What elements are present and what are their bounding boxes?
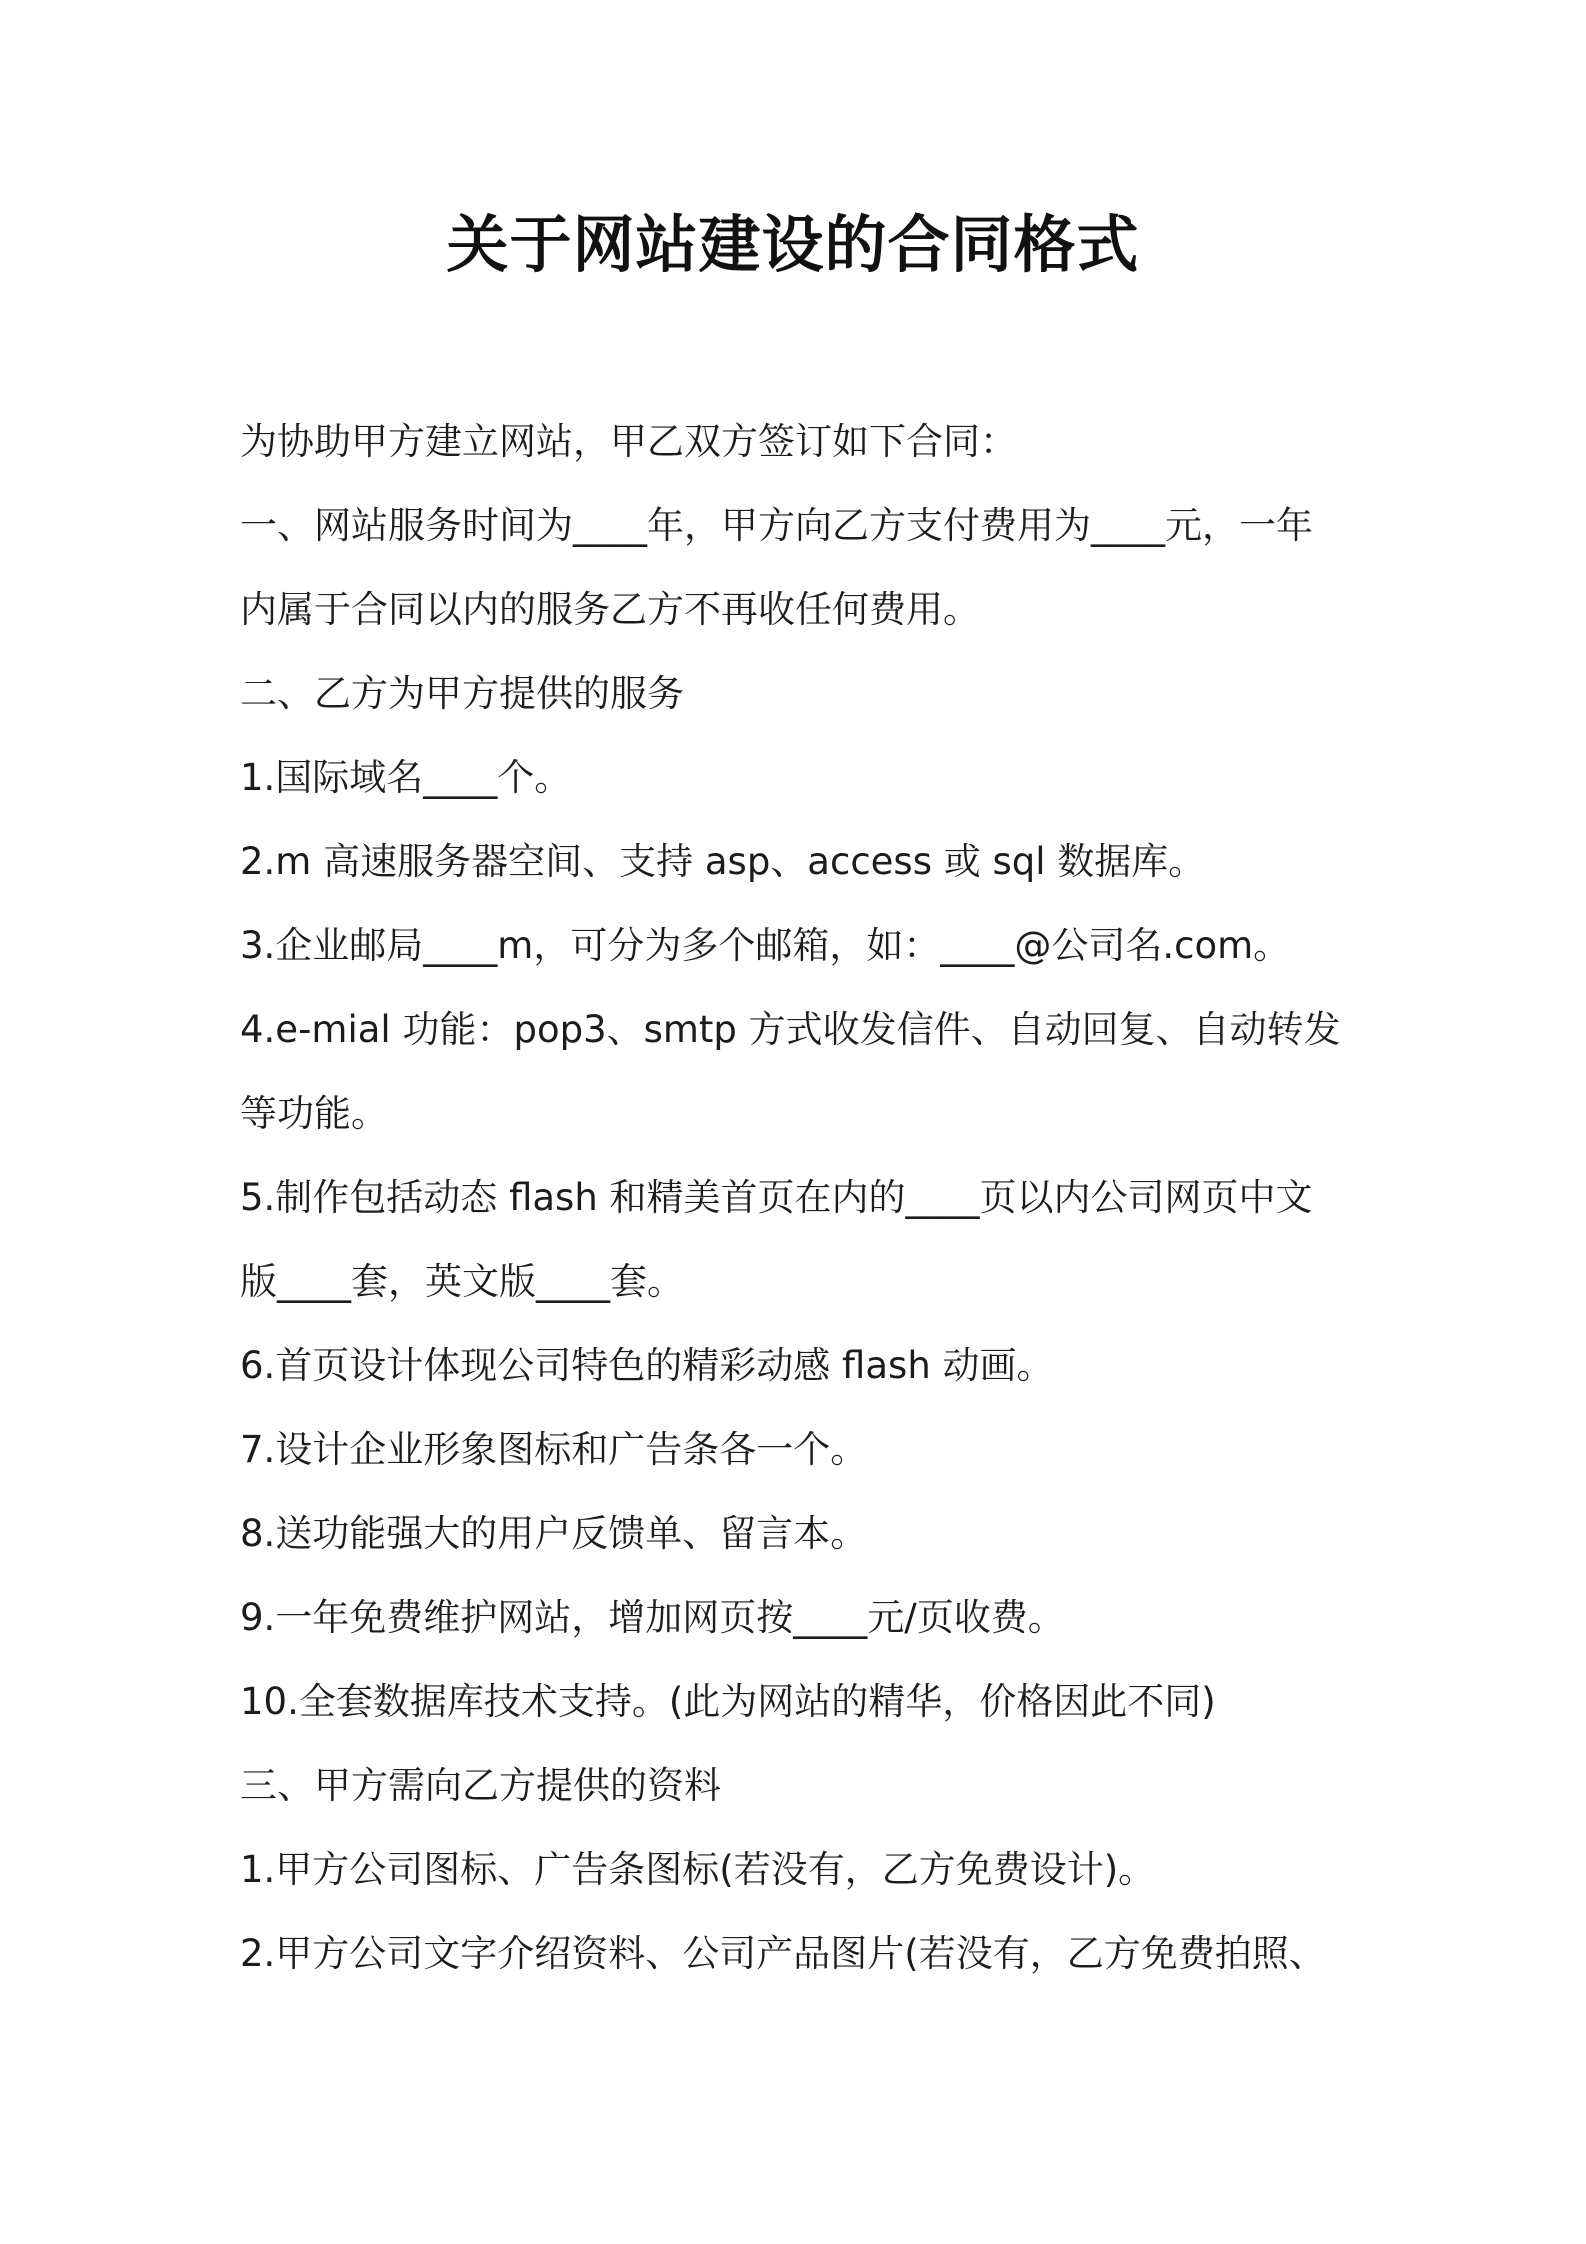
section-1-line: 一、网站服务时间为____年，甲方向乙方支付费用为____元，一年	[240, 504, 1313, 547]
section-1-line-cont: 内属于合同以内的服务乙方不再收任何费用。	[240, 588, 980, 631]
document-title: 关于网站建设的合同格式	[446, 208, 1140, 281]
section-3-item-1: 1.甲方公司图标、广告条图标(若没有，乙方免费设计)。	[240, 1848, 1156, 1891]
section-2-item-4: 4.e-mial 功能：pop3、smtp 方式收发信件、自动回复、自动转发	[240, 1008, 1341, 1051]
section-3-heading: 三、甲方需向乙方提供的资料	[240, 1764, 721, 1807]
section-2-item-10: 10.全套数据库技术支持。(此为网站的精华，价格因此不同)	[240, 1680, 1216, 1723]
section-2-heading: 二、乙方为甲方提供的服务	[240, 672, 684, 715]
section-2-item-4-cont: 等功能。	[240, 1092, 388, 1135]
section-2-item-6: 6.首页设计体现公司特色的精彩动感 flash 动画。	[240, 1344, 1054, 1387]
section-3-item-2: 2.甲方公司文字介绍资料、公司产品图片(若没有，乙方免费拍照、	[240, 1932, 1326, 1975]
section-2-item-5-cont: 版____套，英文版____套。	[240, 1260, 684, 1303]
section-2-item-3: 3.企业邮局____m，可分为多个邮箱，如：____@公司名.com。	[240, 924, 1291, 967]
section-2-item-7: 7.设计企业形象图标和广告条各一个。	[240, 1428, 868, 1471]
section-2-item-9: 9.一年免费维护网站，增加网页按____元/页收费。	[240, 1596, 1065, 1639]
section-2-item-1: 1.国际域名____个。	[240, 756, 572, 799]
section-2-item-2: 2.m 高速服务器空间、支持 asp、access 或 sql 数据库。	[240, 840, 1206, 883]
section-2-item-8: 8.送功能强大的用户反馈单、留言本。	[240, 1512, 868, 1555]
document-body	[240, 400, 1360, 1996]
intro-line: 为协助甲方建立网站，甲乙双方签订如下合同：	[240, 420, 1017, 463]
section-2-item-5: 5.制作包括动态 flash 和精美首页在内的____页以内公司网页中文	[240, 1176, 1313, 1219]
